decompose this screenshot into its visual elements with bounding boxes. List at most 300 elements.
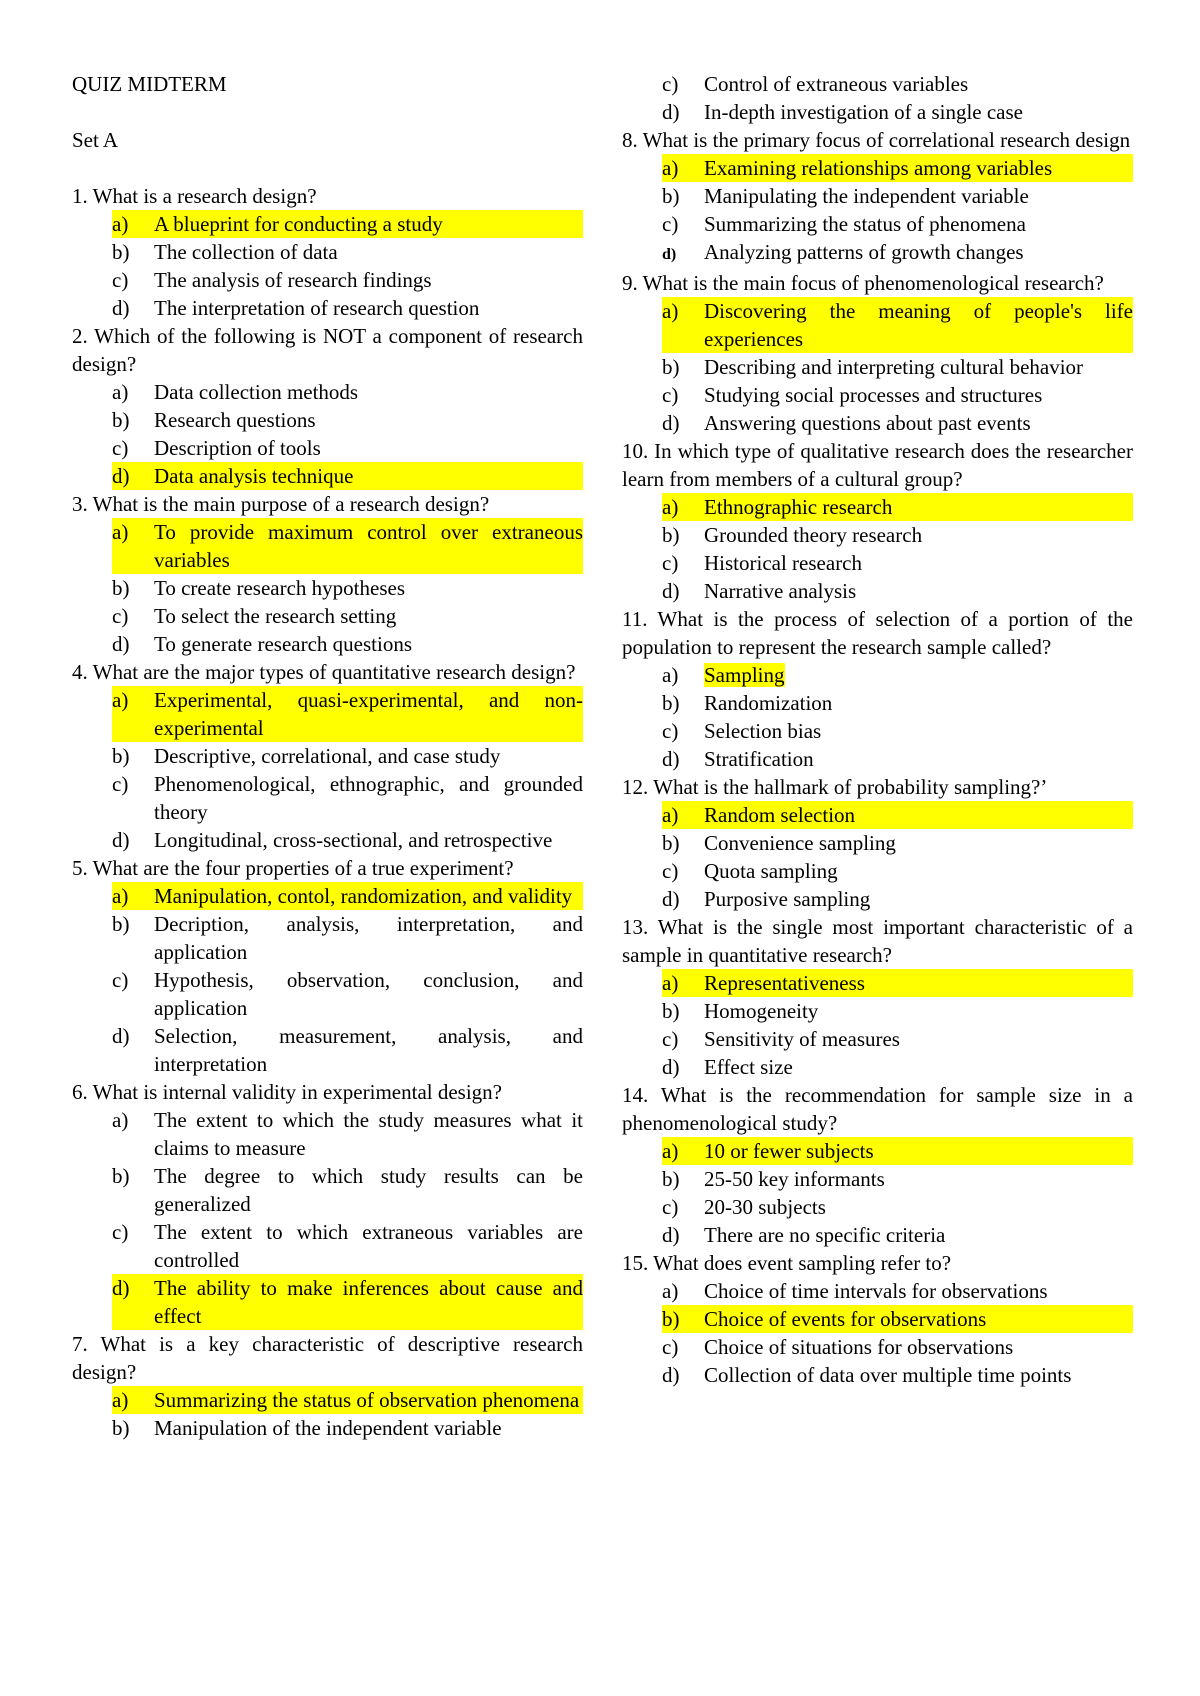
question-prompt: What is the hallmark of probability sampling?’ (648, 775, 1048, 799)
answer-option[interactable] (622, 381, 1133, 409)
question-item (72, 658, 583, 854)
question-item (622, 269, 1133, 437)
question-number: 1. (72, 184, 88, 208)
option-text (154, 294, 583, 322)
question-number: 15. (622, 1251, 649, 1275)
question-prompt: What is a key characteristic of descriptive research design? (72, 1332, 583, 1384)
answer-option[interactable] (622, 857, 1133, 885)
option-letter-text: c) (662, 72, 679, 96)
question-number: 9. (622, 271, 638, 295)
answer-option[interactable] (622, 1025, 1133, 1053)
option-letter-text: c) (112, 1220, 129, 1244)
answer-option[interactable] (622, 1277, 1133, 1305)
answer-option[interactable] (72, 686, 583, 742)
answer-option[interactable] (72, 770, 583, 826)
option-letter-text: d) (662, 411, 680, 435)
option-list (72, 518, 583, 658)
answer-option[interactable] (622, 1053, 1133, 1081)
question-text (72, 658, 583, 686)
question-item (72, 854, 583, 1078)
option-label: Grounded theory research (704, 523, 923, 547)
option-letter (112, 434, 154, 462)
option-letter (662, 493, 704, 521)
option-label: Manipulation, contol, randomization, and validity (154, 884, 573, 908)
answer-option[interactable] (72, 882, 583, 910)
option-letter-text: c) (112, 604, 129, 628)
option-text (154, 1218, 583, 1274)
option-letter (662, 210, 704, 238)
answer-option[interactable] (72, 266, 583, 294)
option-text (154, 238, 583, 266)
option-letter (112, 574, 154, 602)
answer-option[interactable] (622, 801, 1133, 829)
option-text (704, 997, 1133, 1025)
option-text (154, 266, 583, 294)
option-letter (112, 266, 154, 294)
question-item (622, 773, 1133, 913)
option-label: Historical research (704, 551, 863, 575)
option-list (622, 1137, 1133, 1249)
question-text (72, 854, 583, 882)
question-number: 5. (72, 856, 88, 880)
option-text (154, 770, 583, 826)
answer-option[interactable] (622, 409, 1133, 437)
option-letter (112, 742, 154, 770)
option-text (704, 353, 1133, 381)
option-label: Control of extraneous variables (704, 72, 969, 96)
option-letter (112, 1022, 154, 1078)
option-text (154, 1274, 583, 1330)
option-letter (662, 1361, 704, 1389)
option-label: Experimental, quasi-experimental, and non-experimental (154, 688, 583, 740)
option-letter-text: c) (112, 436, 129, 460)
option-letter-text: b) (112, 744, 130, 768)
option-letter (662, 969, 704, 997)
answer-option[interactable] (622, 1221, 1133, 1249)
option-label: Phenomenological, ethnographic, and grounded theory (154, 772, 583, 824)
question-text (72, 322, 583, 378)
option-text (154, 1106, 583, 1162)
option-letter (112, 826, 154, 854)
option-list (72, 210, 583, 322)
answer-option[interactable] (622, 717, 1133, 745)
answer-option[interactable] (622, 1361, 1133, 1389)
option-letter-text: a) (112, 380, 129, 404)
option-letter-text: b) (112, 240, 130, 264)
answer-option[interactable] (622, 353, 1133, 381)
option-letter (662, 381, 704, 409)
question-number: 4. (72, 660, 88, 684)
answer-option[interactable] (72, 462, 583, 490)
option-label: To provide maximum control over extraneous variables (154, 520, 583, 572)
option-text (704, 182, 1133, 210)
answer-option[interactable] (72, 406, 583, 434)
option-letter-text: c) (662, 719, 679, 743)
option-letter (662, 409, 704, 437)
answer-option[interactable] (72, 1414, 583, 1442)
answer-option[interactable] (622, 1137, 1133, 1165)
question-prompt: What is the single most important characteristic of a sample in quantitative research? (622, 915, 1133, 967)
answer-option[interactable] (622, 689, 1133, 717)
answer-option[interactable] (72, 434, 583, 462)
option-label: Choice of events for observations (704, 1307, 987, 1331)
option-letter (112, 882, 154, 910)
option-letter (112, 1274, 154, 1330)
option-text (704, 381, 1133, 409)
option-label: Studying social processes and structures (704, 383, 1043, 407)
option-text (704, 969, 1133, 997)
option-letter (662, 521, 704, 549)
answer-option[interactable] (622, 549, 1133, 577)
question-prompt: What is the main purpose of a research design? (87, 492, 490, 516)
question-number: 10. (622, 439, 649, 463)
option-letter-text: d) (662, 1223, 680, 1247)
answer-option[interactable] (72, 210, 583, 238)
option-letter-text: b) (112, 576, 130, 600)
answer-option[interactable] (72, 1162, 583, 1218)
option-text (704, 801, 1133, 829)
left-column (72, 70, 583, 1442)
question-text (72, 1330, 583, 1386)
question-number: 7. (72, 1332, 88, 1356)
question-text (72, 182, 583, 210)
option-label: In-depth investigation of a single case (704, 100, 1023, 124)
option-letter (112, 1386, 154, 1414)
option-letter-text: a) (112, 1388, 129, 1412)
option-letter-text: d) (112, 296, 130, 320)
option-letter-text: c) (112, 268, 129, 292)
question-text (622, 269, 1133, 297)
option-label: Choice of situations for observations (704, 1335, 1014, 1359)
answer-option[interactable] (622, 238, 1133, 269)
option-text (704, 829, 1133, 857)
option-text (154, 826, 583, 854)
option-text (704, 1193, 1133, 1221)
option-letter (112, 686, 154, 742)
option-letter (662, 70, 704, 98)
option-letter-text: d) (112, 828, 130, 852)
option-letter (112, 1414, 154, 1442)
option-text (154, 1162, 583, 1218)
option-letter-text: d) (662, 246, 677, 263)
option-label: The extent to which the study measures what it claims to measure (154, 1108, 583, 1160)
option-letter (662, 297, 704, 353)
answer-option[interactable] (72, 602, 583, 630)
option-label: Data analysis technique (154, 464, 354, 488)
option-letter-text: d) (662, 747, 680, 771)
option-letter-text: d) (112, 1276, 130, 1300)
option-label: Decription, analysis, interpretation, and application (154, 912, 583, 964)
question-prompt: What is the process of selection of a portion of the population to represent the research sample called? (622, 607, 1133, 659)
question-text (72, 490, 583, 518)
option-label: Describing and interpreting cultural behavior (704, 355, 1084, 379)
option-label: Representativeness (704, 971, 865, 995)
option-text (704, 1361, 1133, 1389)
option-letter-text: c) (662, 551, 679, 575)
option-list (72, 1386, 583, 1442)
option-label: Choice of time intervals for observations (704, 1279, 1048, 1303)
option-letter (112, 518, 154, 574)
option-letter (662, 745, 704, 773)
option-letter-text: d) (662, 887, 680, 911)
option-list (72, 1106, 583, 1330)
question-text (622, 437, 1133, 493)
option-text (154, 1022, 583, 1078)
question-number: 14. (622, 1083, 649, 1107)
option-list (622, 969, 1133, 1081)
option-letter (112, 238, 154, 266)
question-item (72, 1330, 583, 1442)
answer-option[interactable] (622, 745, 1133, 773)
option-text (704, 1025, 1133, 1053)
option-list (622, 297, 1133, 437)
option-text (704, 210, 1133, 238)
question-number: 6. (72, 1080, 88, 1104)
option-text (704, 1165, 1133, 1193)
option-label: Descriptive, correlational, and case study (154, 744, 501, 768)
answer-option[interactable] (622, 70, 1133, 98)
option-text (154, 462, 583, 490)
option-letter-text: d) (112, 464, 130, 488)
answer-option[interactable] (622, 577, 1133, 605)
option-letter-text: a) (112, 688, 129, 712)
option-letter (112, 1162, 154, 1218)
option-letter-text: a) (112, 212, 129, 236)
answer-option[interactable] (72, 966, 583, 1022)
option-text (154, 742, 583, 770)
option-letter (662, 1333, 704, 1361)
option-letter (662, 1277, 704, 1305)
option-letter (662, 1193, 704, 1221)
question-item (622, 605, 1133, 773)
answer-option[interactable] (622, 885, 1133, 913)
question-text (622, 1081, 1133, 1137)
option-letter (662, 549, 704, 577)
option-label: There are no specific criteria (704, 1223, 946, 1247)
question-prompt: What is the main focus of phenomenological research? (637, 271, 1104, 295)
answer-option[interactable] (72, 1106, 583, 1162)
option-letter-text: b) (662, 1307, 680, 1331)
option-text (154, 406, 583, 434)
option-text (154, 1414, 583, 1442)
option-letter-text: a) (112, 884, 129, 908)
option-label: Purposive sampling (704, 887, 871, 911)
question-prompt: Which of the following is NOT a component of research design? (72, 324, 583, 376)
option-text (704, 1333, 1133, 1361)
option-label: Randomization (704, 691, 833, 715)
option-text (154, 686, 583, 742)
question-prompt: What does event sampling refer to? (648, 1251, 952, 1275)
question-text (72, 1078, 583, 1106)
option-letter (662, 238, 704, 269)
option-letter (112, 406, 154, 434)
option-text (704, 549, 1133, 577)
option-label: Quota sampling (704, 859, 838, 883)
answer-option[interactable] (622, 297, 1133, 353)
answer-option[interactable] (622, 997, 1133, 1025)
option-label: Random selection (704, 803, 856, 827)
answer-option[interactable] (622, 1193, 1133, 1221)
question-text (622, 773, 1133, 801)
option-letter-text: d) (112, 632, 130, 656)
option-letter-text: b) (662, 691, 680, 715)
option-label: Stratification (704, 747, 814, 771)
option-letter (112, 602, 154, 630)
option-text (154, 574, 583, 602)
option-letter (662, 1025, 704, 1053)
option-label: Analyzing patterns of growth changes (704, 240, 1024, 264)
option-letter-text: a) (662, 156, 679, 180)
question-item (72, 1078, 583, 1330)
answer-option[interactable] (72, 294, 583, 322)
option-text (704, 1137, 1133, 1165)
option-label: The interpretation of research question (154, 296, 480, 320)
answer-option[interactable] (72, 378, 583, 406)
option-label: Manipulating the independent variable (704, 184, 1029, 208)
option-letter (662, 98, 704, 126)
option-letter (112, 966, 154, 1022)
question-prompt: What is internal validity in experimental design? (87, 1080, 502, 1104)
option-letter (112, 378, 154, 406)
question-item (72, 182, 583, 322)
option-label: Ethnographic research (704, 495, 893, 519)
answer-option[interactable] (622, 98, 1133, 126)
option-label: To create research hypotheses (154, 576, 405, 600)
option-text (154, 518, 583, 574)
answer-option[interactable] (622, 1165, 1133, 1193)
option-list-continued (622, 70, 1133, 126)
option-letter (662, 801, 704, 829)
option-text (704, 745, 1133, 773)
option-text (704, 1305, 1133, 1333)
answer-option[interactable] (72, 1022, 583, 1078)
option-letter-text: a) (662, 299, 679, 323)
question-item (622, 1249, 1133, 1389)
option-label: Homogeneity (704, 999, 819, 1023)
option-letter-text: a) (662, 1139, 679, 1163)
option-label: Collection of data over multiple time points (704, 1363, 1072, 1387)
option-letter (112, 210, 154, 238)
answer-option[interactable] (72, 910, 583, 966)
option-letter (662, 1137, 704, 1165)
option-letter-text: b) (662, 831, 680, 855)
option-text (704, 1277, 1133, 1305)
option-letter-text: b) (662, 184, 680, 208)
question-number: 2. (72, 324, 88, 348)
question-item (72, 490, 583, 658)
answer-option[interactable] (622, 493, 1133, 521)
option-label: Data collection methods (154, 380, 359, 404)
option-label: 20-30 subjects (704, 1195, 826, 1219)
answer-option[interactable] (622, 969, 1133, 997)
option-label: Answering questions about past events (704, 411, 1031, 435)
option-letter (112, 770, 154, 826)
option-text (704, 1053, 1133, 1081)
answer-option[interactable] (622, 1305, 1133, 1333)
answer-option[interactable] (622, 1333, 1133, 1361)
option-label: The extent to which extraneous variables are controlled (154, 1220, 583, 1272)
answer-option[interactable] (622, 521, 1133, 549)
answer-option[interactable] (72, 518, 583, 574)
question-number: 8. (622, 128, 638, 152)
option-letter-text: b) (662, 999, 680, 1023)
answer-option[interactable] (72, 826, 583, 854)
option-label: Manipulation of the independent variable (154, 1416, 502, 1440)
question-number: 3. (72, 492, 88, 516)
answer-option[interactable] (72, 742, 583, 770)
option-list (622, 801, 1133, 913)
question-prompt: What are the major types of quantitative research design? (87, 660, 576, 684)
set-label: Set A (72, 128, 119, 152)
option-letter (112, 294, 154, 322)
answer-option[interactable] (72, 1218, 583, 1274)
answer-option[interactable] (622, 210, 1133, 238)
question-number: 13. (622, 915, 649, 939)
option-letter-text: b) (662, 355, 680, 379)
answer-option[interactable] (72, 1386, 583, 1414)
option-text (704, 521, 1133, 549)
option-text (704, 98, 1133, 126)
option-letter-text: a) (662, 495, 679, 519)
option-label: The ability to make inferences about cause and effect (154, 1276, 583, 1328)
question-prompt: What are the four properties of a true experiment? (87, 856, 514, 880)
option-letter (662, 661, 704, 689)
option-letter (112, 1106, 154, 1162)
option-list (72, 378, 583, 490)
answer-option[interactable] (622, 182, 1133, 210)
option-letter-text: c) (662, 1335, 679, 1359)
option-letter-text: a) (662, 803, 679, 827)
option-label: Longitudinal, cross-sectional, and retrospective (154, 828, 553, 852)
page-title: QUIZ MIDTERM (72, 72, 227, 96)
option-letter-text: b) (112, 1416, 130, 1440)
option-letter (112, 462, 154, 490)
option-text (154, 210, 583, 238)
option-letter (662, 1165, 704, 1193)
option-letter (662, 829, 704, 857)
option-text (704, 297, 1133, 353)
answer-option[interactable] (622, 829, 1133, 857)
option-label: A blueprint for conducting a study (154, 212, 443, 236)
answer-option[interactable] (72, 238, 583, 266)
option-letter-text: a) (112, 520, 129, 544)
answer-option[interactable] (72, 1274, 583, 1330)
option-letter-text: c) (112, 772, 129, 796)
option-text (704, 857, 1133, 885)
option-text (704, 493, 1133, 521)
option-letter (662, 997, 704, 1025)
option-letter-text: b) (112, 1164, 130, 1188)
option-list (622, 1277, 1133, 1389)
question-list-right (622, 70, 1133, 1389)
answer-option[interactable] (622, 661, 1133, 689)
answer-option[interactable] (72, 630, 583, 658)
option-text (154, 434, 583, 462)
option-letter-text: b) (112, 408, 130, 432)
option-text (154, 378, 583, 406)
question-text (622, 913, 1133, 969)
answer-option[interactable] (622, 154, 1133, 182)
option-text (154, 910, 583, 966)
option-label: The degree to which study results can be generalized (154, 1164, 583, 1216)
option-label: Convenience sampling (704, 831, 896, 855)
question-item (622, 437, 1133, 605)
option-letter-text: d) (662, 100, 680, 124)
answer-option[interactable] (72, 574, 583, 602)
option-text (704, 661, 1133, 689)
option-letter (662, 577, 704, 605)
option-label: Hypothesis, observation, conclusion, and application (154, 968, 583, 1020)
